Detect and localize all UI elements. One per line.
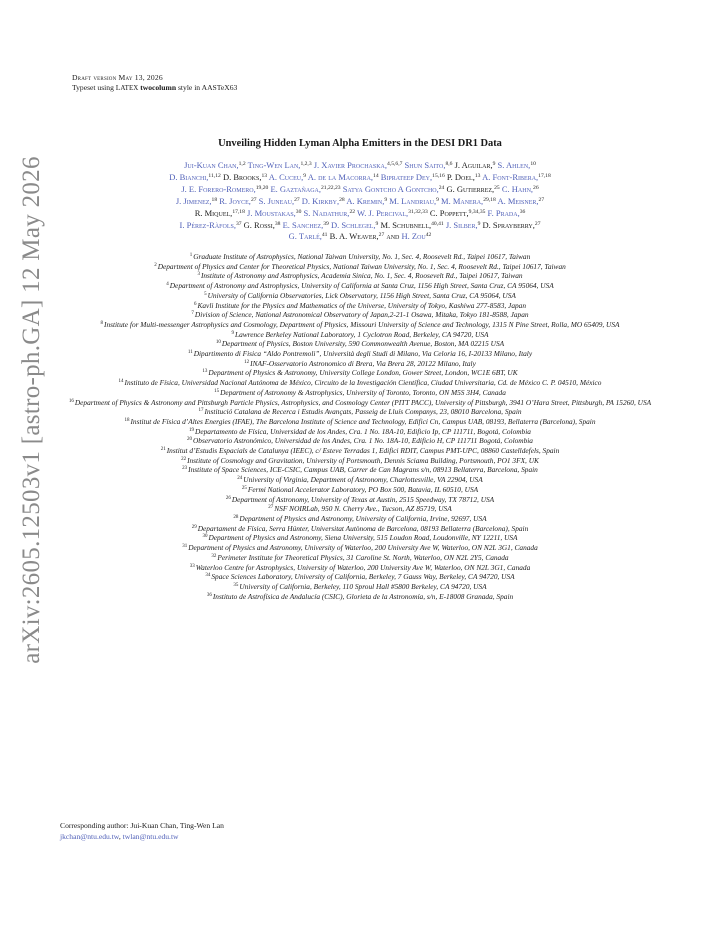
author-name[interactable]: Shun Saito, xyxy=(404,160,446,170)
affiliation-item xyxy=(50,436,670,446)
affiliation-number: 6 xyxy=(193,301,197,307)
corresponding-block xyxy=(60,820,224,842)
affiliation-item xyxy=(50,592,670,602)
author-name[interactable]: J. Silber, xyxy=(445,219,478,230)
author-name[interactable]: M. Manera, xyxy=(441,195,484,206)
affiliation-text: Departament de Física, Serra Húnter, Universitat Autònoma de Barcelona, 08193 Bellaterra (Barcelona), Spain xyxy=(197,523,529,533)
author-name[interactable]: J. Moustakas, xyxy=(247,207,296,218)
author-affil-sup: 17,18 xyxy=(538,172,551,179)
author-name: B. A. Weaver, xyxy=(329,231,379,242)
author-affil-sup: 10 xyxy=(530,161,536,167)
affiliation-number: 8 xyxy=(100,320,103,326)
author-affil-sup: 40,41 xyxy=(431,220,444,227)
author-name[interactable]: R. Joyce, xyxy=(219,195,251,206)
affiliation-text: Institut d’Estudis Espacials de Catalunya (IEEC), c/ Esteve Terradas 1, Edifici RDIT, Campus PMT-UPC, 08860 Castelldefels, Spain xyxy=(166,446,560,456)
affiliation-number: 4 xyxy=(166,282,169,288)
author-affil-sup: 38 xyxy=(274,220,281,227)
affiliation-text: Department of Astronomy, University of Texas at Austin, 2515 Speedway, TX 78712, USA xyxy=(231,494,495,504)
affiliation-item xyxy=(50,291,670,301)
affiliation-text: Waterloo Centre for Astrophysics, University of Waterloo, 200 University Ave W, Waterloo, ON N2L 3G1, Canada xyxy=(195,562,531,572)
affiliation-number: 27 xyxy=(268,505,274,511)
affiliation-text: Fermi National Accelerator Laboratory, PO Box 500, Batavia, IL 60510, USA xyxy=(247,484,479,494)
affiliation-number: 3 xyxy=(197,272,200,278)
affiliation-item xyxy=(50,456,670,466)
author-affil-sup: 42 xyxy=(425,232,432,239)
author-name[interactable]: S. Nadathur, xyxy=(303,207,350,218)
author-name[interactable]: Satya Gontcho A Gontcho, xyxy=(342,183,439,194)
author-name[interactable]: E. Gaztañaga, xyxy=(270,183,321,194)
author-affil-sup: 1,2 xyxy=(238,161,246,167)
author-affil-sup: 21,22,23 xyxy=(321,184,341,191)
affiliation-number: 28 xyxy=(233,514,239,520)
draft-version: Draft version May 13, 2026 xyxy=(72,73,163,82)
affiliation-number: 19 xyxy=(189,427,195,433)
affiliation-text: INAF-Osservatorio Astronomico di Brera, Via Brera 28, 20122 Milano, Italy xyxy=(250,358,476,368)
author-affil-sup: 9 xyxy=(492,161,496,167)
author-affil-sup: 27 xyxy=(250,196,257,203)
affiliation-item xyxy=(50,417,670,427)
author-name[interactable]: J. Jimenez, xyxy=(175,195,212,206)
author-name[interactable]: D. Bianchi, xyxy=(169,171,209,182)
author-name[interactable]: H. Zou xyxy=(401,231,426,242)
affiliation-text: Department of Physics & Astronomy and Pittsburgh Particle Physics, Astrophysics, and Cosmology Center (PITT PACC), University of Pittsburgh, 3941 O’Hara Street, Pittsburgh, PA 15260, USA xyxy=(74,397,652,407)
affiliation-text: Instituto de Astrofísica de Andalucía (CSIC), Glorieta de la Astronomía, s/n, E-18008 Granada, Spain xyxy=(212,591,514,601)
affiliation-item xyxy=(50,485,670,495)
affiliation-number: 20 xyxy=(187,437,192,443)
author-affil-sup: 1,2,3 xyxy=(300,161,312,167)
author-name[interactable]: G. Tarlé, xyxy=(288,231,322,242)
affiliation-number: 30 xyxy=(202,534,208,540)
author-affil-sup: 41 xyxy=(321,232,328,239)
affiliation-number: 18 xyxy=(124,417,130,423)
affiliation-text: Department of Astronomy and Astrophysics, University of California at Santa Cruz, 1156 High Street, Santa Cruz, CA 95064, USA xyxy=(169,281,554,291)
page-header xyxy=(72,73,237,93)
affiliation-list xyxy=(50,252,670,601)
author-affil-sup: 13 xyxy=(474,172,481,179)
affiliation-text: Space Sciences Laboratory, University of California, Berkeley, 7 Gauss Way, Berkeley, CA 94720, USA xyxy=(211,572,515,582)
affiliation-number: 24 xyxy=(237,476,243,482)
affiliation-item xyxy=(50,378,670,388)
affiliation-item xyxy=(50,398,670,408)
author-list xyxy=(60,160,660,243)
affiliation-number: 26 xyxy=(225,495,231,501)
affiliation-text: Institute of Astronomy and Astrophysics, Academia Sinica, No. 1, Sec. 4, Roosevelt Rd., Taipei 10617, Taiwan xyxy=(200,271,523,281)
author-affil-sup: 27 xyxy=(294,196,300,203)
affiliation-number: 36 xyxy=(206,592,212,598)
affiliation-item xyxy=(50,339,670,349)
affiliation-text: Institut de Física d’Altes Energies (IFAE), The Barcelona Institute of Science and Technology, Edifici Cn, Campus UAB, 08193, Bellaterra (Barcelona), Spain xyxy=(130,416,596,426)
affiliation-number: 17 xyxy=(198,408,204,414)
typeset-suffix: style in AASTeX63 xyxy=(176,83,238,92)
author-affil-sup: 36 xyxy=(519,208,526,215)
affiliation-item xyxy=(50,514,670,524)
affiliation-text: Department of Physics and Astronomy, Siena University, 515 Loudon Road, Loudonville, NY 12211, USA xyxy=(208,533,518,543)
affiliation-item xyxy=(50,524,670,534)
author-line xyxy=(60,220,660,232)
affiliation-item xyxy=(50,262,670,272)
arxiv-stamp xyxy=(14,150,50,670)
affiliation-item xyxy=(50,359,670,369)
author-name[interactable]: D. Schlegel, xyxy=(330,219,376,230)
author-name[interactable]: C. Hahn, xyxy=(501,183,534,194)
affiliation-item xyxy=(50,407,670,417)
affiliation-text: Institute for Multi-messenger Astrophysics and Cosmology, Department of Physics, Missouri University of Science and Technology, 1315 N Pine Street, Rolla, MO 65409, USA xyxy=(104,319,620,329)
affiliation-text: Departamento de Física, Universidad de los Andes, Cra. 1 No. 18A-10, Edificio Ip, CP 111711, Bogotá, Colombia xyxy=(195,426,531,436)
affiliation-text: Perimeter Institute for Theoretical Physics, 31 Caroline St. North, Waterloo, ON N2L 2Y5, Canada xyxy=(217,552,509,562)
author-name[interactable]: J. E. Forero-Romero, xyxy=(181,183,256,194)
affiliation-number: 11 xyxy=(187,350,193,356)
affiliation-number: 10 xyxy=(215,340,221,346)
affiliation-text: Institució Catalana de Recerca i Estudis Avançats, Passeig de Lluís Companys, 23, 08010 Barcelona, Spain xyxy=(204,407,522,417)
author-name[interactable]: J. Xavier Prochaska, xyxy=(313,160,387,170)
affiliation-number: 1 xyxy=(189,253,193,258)
author-name[interactable]: A. de la Macorra, xyxy=(307,171,374,182)
author-name[interactable]: M. Landriau, xyxy=(389,195,437,206)
affiliation-text: Division of Science, National Astronomical Observatory of Japan,2-21-1 Osawa, Mitaka, Tokyo 181-8588, Japan xyxy=(194,310,529,320)
affiliation-text: Institute of Cosmology and Gravitation, University of Portsmouth, Dennis Sciama Building, Portsmouth, PO1 3FX, UK xyxy=(187,455,539,465)
affiliation-text: NSF NOIRLab, 950 N. Cherry Ave., Tucson, AZ 85719, USA xyxy=(274,504,452,514)
affiliation-item xyxy=(50,427,670,437)
affiliation-item xyxy=(50,320,670,330)
affiliation-item xyxy=(50,533,670,543)
typeset-prefix: Typeset using L xyxy=(72,83,121,92)
affiliation-number: 31 xyxy=(182,544,188,550)
email-link[interactable]: twlan@ntu.edu.tw xyxy=(122,832,179,841)
author-affil-sup: 22 xyxy=(349,208,356,215)
author-line xyxy=(60,160,660,172)
author-affil-sup: 9 xyxy=(477,220,481,227)
author-affil-sup: 4,5,6,7 xyxy=(387,161,403,167)
affiliation-number: 35 xyxy=(233,582,239,588)
affiliation-item xyxy=(50,252,670,262)
email-link[interactable]: jkchan@ntu.edu.tw xyxy=(60,832,119,841)
author-name[interactable]: E. Sanchez, xyxy=(282,219,324,230)
author-affil-sup: 31,32,33 xyxy=(408,208,428,215)
author-affil-sup: 24 xyxy=(438,184,445,191)
affiliation-number: 13 xyxy=(202,369,208,375)
affiliation-number: 33 xyxy=(189,563,195,569)
author-name[interactable]: D. Kirkby, xyxy=(301,195,340,206)
author-line xyxy=(60,184,660,196)
author-name: C. Poppett, xyxy=(429,207,469,218)
author-line xyxy=(60,231,660,243)
author-affil-sup: 9 xyxy=(303,172,307,179)
affiliation-item xyxy=(50,388,670,398)
author-name: D. Brooks, xyxy=(222,171,262,182)
affiliation-item xyxy=(50,368,670,378)
affiliation-text: Kavli Institute for the Physics and Mathematics of the Universe, University of Tokyo, Kashiwa 277-8583, Japan xyxy=(197,300,527,310)
author-name[interactable]: Biprateep Dey, xyxy=(380,171,433,182)
affiliation-number: 2 xyxy=(154,262,157,268)
affiliation-text: Dipartimento di Fisica “Aldo Pontremoli”, Università degli Studi di Milano, Via Celoria 16, I-20133 Milano, Italy xyxy=(193,349,533,359)
affiliation-number: 22 xyxy=(181,456,187,462)
affiliation-number: 7 xyxy=(191,311,194,317)
affiliation-item xyxy=(50,553,670,563)
corresponding-author: Corresponding author: Jui-Kuan Chan, Ting-Wen Lan xyxy=(60,821,224,830)
affiliation-text: Department of Physics and Astronomy, University of Waterloo, 200 University Ave W, Waterloo, ON N2L 3G1, Canada xyxy=(188,543,538,553)
latex-sub: ATEX xyxy=(120,84,139,92)
author-affil-sup: 25 xyxy=(494,184,500,191)
author-name: G. Rossi, xyxy=(243,219,275,230)
affiliation-text: University of Virginia, Department of Astronomy, Charlottesville, VA 22904, USA xyxy=(243,475,483,485)
affiliation-text: Department of Physics, Boston University, 590 Commonwealth Avenue, Boston, MA 02215 USA xyxy=(221,339,505,349)
affiliation-text: Department of Physics & Astronomy, University College London, Gower Street, London, WC1E 6BT, UK xyxy=(208,368,518,378)
author-name[interactable]: A. Font-Ribera, xyxy=(482,171,539,182)
author-name: P. Doel, xyxy=(446,171,475,182)
affiliation-item xyxy=(50,495,670,505)
affiliation-number: 5 xyxy=(204,291,207,297)
affiliation-text: Lawrence Berkeley National Laboratory, 1 Cyclotron Road, Berkeley, CA 94720, USA xyxy=(235,329,489,339)
arxiv-id: arXiv:2605.12503v1 [astro-ph.GA] 12 May 2026 xyxy=(18,156,45,664)
affiliation-number: 34 xyxy=(205,573,211,579)
author-affil-sup: 26 xyxy=(533,184,539,191)
author-conjunction: and xyxy=(386,231,400,242)
author-affil-sup: 17,18 xyxy=(232,208,245,215)
affiliation-text: University of California Observatories, Lick Observatory, 1156 High Street, Santa Cruz, CA 95064, USA xyxy=(207,290,516,300)
author-name: D. Sprayberry, xyxy=(482,219,535,230)
affiliation-item xyxy=(50,563,670,573)
affiliation-number: 12 xyxy=(244,359,250,365)
affiliation-number: 29 xyxy=(191,524,197,530)
author-affil-sup: 27 xyxy=(378,232,385,239)
author-affil-sup: 27 xyxy=(534,220,541,227)
author-name: J. Aguilar, xyxy=(454,160,493,170)
affiliation-item xyxy=(50,349,670,359)
typeset-bold: twocolumn xyxy=(140,83,177,92)
affiliation-number: 9 xyxy=(231,330,235,336)
affiliation-text: University of California, Berkeley, 110 Sproul Hall #5800 Berkeley, CA 94720, USA xyxy=(239,581,487,591)
author-affil-sup: 18 xyxy=(211,196,218,203)
email-line xyxy=(60,831,224,842)
affiliation-item xyxy=(50,572,670,582)
affiliation-item xyxy=(50,504,670,514)
affiliation-text: Department of Physics and Astronomy, University of California, Irvine, 92697, USA xyxy=(239,513,487,523)
paper-title: Unveiling Hidden Lyman Alpha Emitters in the DESI DR1 Data xyxy=(218,138,502,149)
affiliation-number: 23 xyxy=(182,466,188,472)
affiliation-number: 15 xyxy=(214,388,220,394)
author-affil-sup: 28 xyxy=(339,196,345,203)
affiliation-text: Department of Astronomy & Astrophysics, University of Toronto, Toronto, ON M5S 3H4, Canada xyxy=(220,387,506,397)
affiliation-text: Department of Physics and Center for Theoretical Physics, National Taiwan University, No. 1, Sec. 4, Roosevelt Rd., Taipei 10617, Taiwan xyxy=(157,261,566,271)
affiliation-text: Observatorio Astronómico, Universidad de los Andes, Cra. 1 No. 18A-10, Edificio H, CP 111711 Bogotá, Colombia xyxy=(193,436,533,446)
author-name[interactable]: A. Meisner, xyxy=(497,195,539,206)
author-name[interactable]: A. Kremin, xyxy=(346,195,385,206)
author-affil-sup: 19,20 xyxy=(255,184,269,191)
affiliation-number: 21 xyxy=(160,447,166,453)
email-sep: , xyxy=(118,832,123,841)
affiliation-number: 14 xyxy=(118,379,124,385)
author-name[interactable]: F. Prada, xyxy=(487,207,520,218)
affiliation-item xyxy=(50,446,670,456)
affiliation-item xyxy=(50,582,670,592)
affiliation-item xyxy=(50,310,670,320)
typeset-line xyxy=(72,83,237,93)
affiliation-item xyxy=(50,330,670,340)
affiliation-item xyxy=(50,281,670,291)
author-affil-sup: 39 xyxy=(323,220,329,227)
author-affil-sup: 13 xyxy=(261,172,268,179)
author-line xyxy=(60,208,660,220)
affiliation-text: Graduate Institute of Astrophysics, National Taiwan University, No. 1, Sec. 4, Roosevelt Rd., Taipei 10617, Taiwan xyxy=(193,252,531,261)
author-affil-sup: 9 xyxy=(384,196,388,203)
affiliation-text: Instituto de Física, Universidad Nacional Autónoma de México, Circuito de la Investigación Científica, Ciudad Universitaria, Cd. de México C. P. 04510, México xyxy=(124,378,602,388)
affiliation-item xyxy=(50,543,670,553)
author-name: R. Miquel, xyxy=(194,207,233,218)
author-affil-sup: 37 xyxy=(235,220,242,227)
author-affil-sup: 9 xyxy=(436,196,439,203)
affiliation-number: 16 xyxy=(68,398,74,404)
affiliation-number: 32 xyxy=(211,553,217,559)
author-affil-sup: 8,6 xyxy=(445,161,453,167)
author-name: M. Schubnell, xyxy=(380,219,432,230)
author-line xyxy=(60,172,660,184)
affiliation-item xyxy=(50,301,670,311)
affiliation-number: 25 xyxy=(241,485,247,491)
author-name: G. Gutierrez, xyxy=(446,183,495,194)
author-affil-sup: 9 xyxy=(375,220,379,227)
author-affil-sup: 30 xyxy=(295,208,302,215)
affiliation-text: Institute of Space Sciences, ICE-CSIC, Campus UAB, Carrer de Can Magrans s/n, 08913 Bellaterra, Barcelona, Spain xyxy=(188,465,538,475)
author-affil-sup: 9,34,35 xyxy=(468,208,486,215)
author-name[interactable]: S. Juneau, xyxy=(258,195,295,206)
author-line xyxy=(60,196,660,208)
author-name[interactable]: S. Ahlen, xyxy=(497,160,531,170)
author-name[interactable]: Jui-Kuan Chan, xyxy=(184,160,239,170)
author-affil-sup: 27 xyxy=(538,196,545,203)
author-name[interactable]: I. Pérez-Ràfols, xyxy=(179,219,236,230)
author-name[interactable]: W. J. Percival, xyxy=(357,207,409,218)
author-affil-sup: 15,16 xyxy=(432,172,445,179)
author-name[interactable]: A. Cuceu, xyxy=(268,171,304,182)
author-name[interactable]: Ting-Wen Lan, xyxy=(247,160,301,170)
affiliation-item xyxy=(50,465,670,475)
author-affil-sup: 29,18 xyxy=(483,196,496,203)
author-affil-sup: 14 xyxy=(373,172,379,179)
affiliation-item xyxy=(50,271,670,281)
affiliation-item xyxy=(50,475,670,485)
author-affil-sup: 11,12 xyxy=(208,172,221,179)
